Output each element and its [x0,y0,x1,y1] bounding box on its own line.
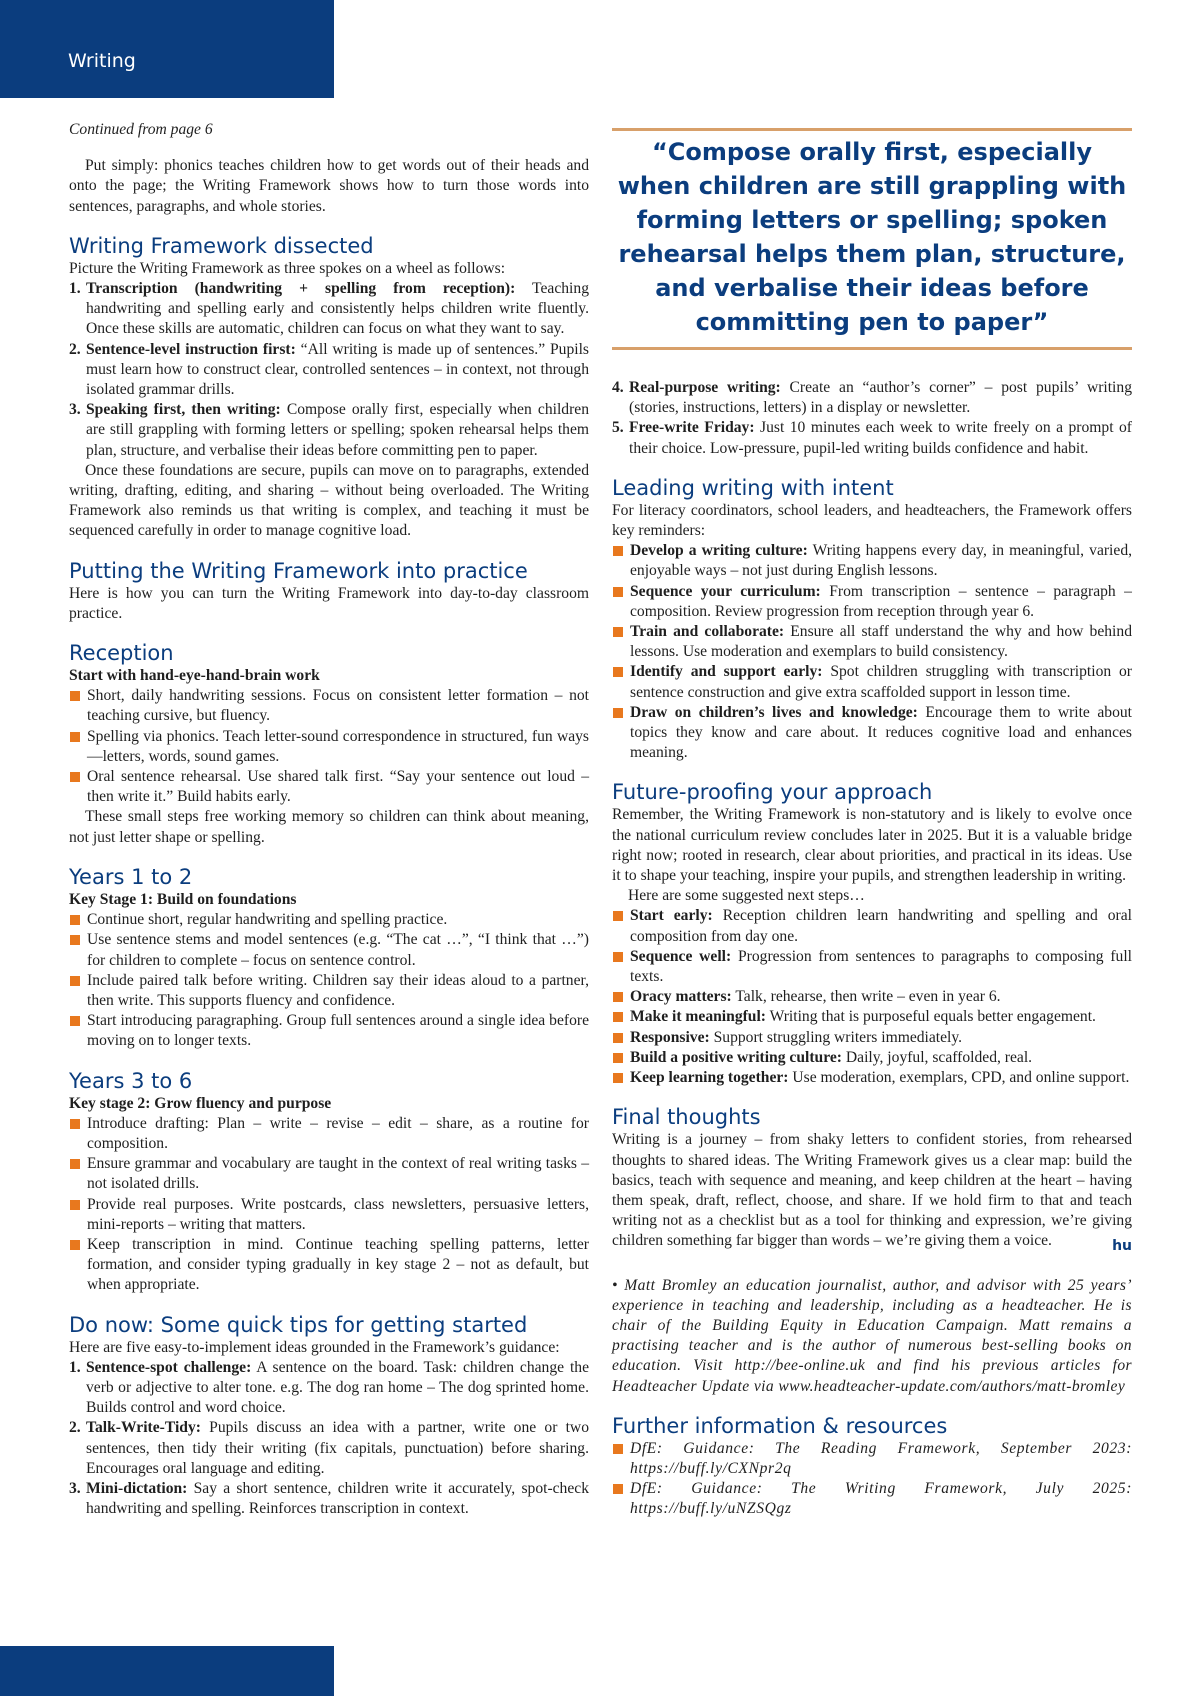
list-item: Keep transcription in mind. Continue teaching spelling patterns, letter formation, and consider typing gradually in key stage 2 – not as default, but when appropriate. [69,1235,589,1296]
resource-link[interactable]: DfE: Guidance: The Writing Framework, July 2025: https://buff.ly/uNZSQgz [612,1479,1132,1519]
item-number: 3. [69,1479,81,1497]
list-item: Provide real purposes. Write postcards, class newsletters, persuasive letters, mini-reports – writing that matters. [69,1195,589,1235]
list-item: Short, daily handwriting sessions. Focus on consistent letter formation – not teaching cursive, but fluency. [69,686,589,726]
dissected-list [69,279,589,461]
final-text: Writing is a journey – from shaky letters to confident stories, from rehearsed thoughts to shared ideas. The Writing Framework gives us a clear map: build the basics, teach with sequence and meaning, and keep children at the heart – having them speak, draft, reflect, choose, and share. If we hold firm to that and teach writing not as a checklist but as a tool for thinking and expression, we’re giving children something far bigger than words – we’re giving them a voice. [612,1131,1132,1250]
donow-lead: Here are five easy-to-implement ideas grounded in the Framework’s guidance: [69,1338,560,1356]
list-item [69,1479,589,1519]
reception-after: These small steps free working memory so children can think about meaning, not just letter shape or spelling. [69,808,589,846]
item-text: A sentence on the board. Task: children change the verb or adjective to alter tone. e.g. The dog ran home – The dog sprinted home. Builds control and word choice. [86,1358,590,1417]
heading-dissected: Writing Framework dissected [69,233,374,258]
list-item [612,378,1132,418]
resource-link[interactable]: DfE: Guidance: The Reading Framework, September 2023: https://buff.ly/CXNpr2q [612,1439,1132,1479]
continued-note: Continued from page 6 [69,121,213,138]
future-text: Remember, the Writing Framework is non-statutory and is likely to evolve once the national curriculum review concludes later in 2025. But it is a valuable bridge right now; rooted in research, clear about priorities, and practical in its ideas. Use it to shape your teaching, inspire your pupils, and strengthen leadership in writing. [612,806,1132,885]
item-text: Talk, rehearse, then write – even in year 6. [731,988,1001,1006]
list-item: Oral sentence rehearsal. Use shared talk first. “Say your sentence out loud – then write it.” Build habits early. [69,767,589,807]
item-number: 3. [69,401,81,419]
list-item [612,947,1132,987]
item-title: Free-write Friday: [629,419,755,437]
years36-list [69,1114,589,1296]
heading-practice: Putting the Writing Framework into practice [69,558,528,583]
list-item [612,662,1132,702]
author-bio: • Matt Bromley an education journalist, author, and advisor with 25 years’ experience in teaching and leadership, including as a headteacher. He is chair of the Building Equity in Education Campaign. Matt remains a practising teacher and is the author of numerous best-selling books on education. Visit http://bee-online.uk and find his previous articles for Headteacher Update via www.headteacher-update.com/authors/matt-bromley [612,1276,1132,1395]
item-text: Daily, joyful, scaffolded, real. [841,1048,1033,1066]
list-item: Spelling via phonics. Teach letter-sound correspondence in structured, fun ways—letters, words, sound games. [69,727,589,767]
right-column [612,128,1132,1520]
leading-lead: For literacy coordinators, school leaders, and headteachers, the Framework offers key reminders: [612,501,1132,540]
signoff-logo: hu [1112,1237,1132,1254]
item-number: 4. [612,379,624,396]
list-item [69,400,589,461]
list-item [612,987,1132,1007]
list-item [69,1418,589,1479]
item-title: Build a positive writing culture: [630,1048,842,1066]
item-number: 2. [69,1419,81,1437]
item-text: Just 10 minutes each week to write freely on a prompt of their choice. Low-pressure, pupil-led writing builds confidence and habit. [629,419,1132,457]
reception-list [69,686,589,807]
item-title: Transcription (handwriting + spelling from reception): [86,280,516,298]
item-title: Identify and support early: [630,663,823,681]
dissected-lead: Picture the Writing Framework as three spokes on a wheel as follows: [69,259,506,277]
years12-list [69,910,589,1051]
list-item [612,703,1132,764]
item-title: Sentence-spot challenge: [86,1358,252,1376]
item-text: Support struggling writers immediately. [709,1028,963,1046]
item-text: Progression from sentences to paragraphs to composing full texts. [630,947,1132,986]
resources-list [612,1439,1132,1520]
list-item [612,1007,1132,1027]
item-text: Create an “author’s corner” – post pupils’ writing (stories, instructions, letters) in a display or newsletter. [629,379,1132,417]
item-text: Ensure all staff understand the why and how behind lessons. Use moderation and exemplars to build consistency. [630,623,1132,661]
footer-bar [0,1646,334,1696]
item-title: Sequence well: [630,947,732,965]
list-item [612,1068,1132,1088]
item-number: 1. [69,280,81,298]
item-title: Talk-Write-Tidy: [86,1419,201,1437]
list-item [69,1358,589,1419]
future-next: Here are some suggested next steps… [628,887,865,905]
item-text: Use moderation, exemplars, CPD, and online support. [788,1069,1130,1087]
item-text: Writing that is purposeful equals better engagement. [766,1008,1096,1026]
item-title: Make it meaningful: [630,1008,767,1026]
item-title: Oracy matters: [630,988,732,1006]
list-item [612,1048,1132,1068]
list-item: Continue short, regular handwriting and spelling practice. [69,910,589,930]
list-item: Introduce drafting: Plan – write – revise – edit – share, as a routine for composition. [69,1114,589,1154]
item-text: Compose orally first, especially when children are still grappling with forming letters or spelling; spoken rehearsal helps them plan, structure, and verbalise their ideas before committing pen to paper. [86,401,589,459]
item-number: 5. [612,419,624,437]
heading-donow: Do now: Some quick tips for getting started [69,1312,528,1337]
item-title: Sequence your curriculum: [630,582,821,600]
heading-years12: Years 1 to 2 [69,864,193,889]
heading-resources: Further information & resources [612,1413,948,1438]
list-item: Include paired talk before writing. Children say their ideas aloud to a partner, then write. This supports fluency and confidence. [69,971,589,1011]
heading-future: Future-proofing your approach [612,780,933,805]
list-item [69,340,589,401]
years36-sub: Key stage 2: Grow fluency and purpose [69,1094,332,1112]
section-tab [0,0,334,98]
item-text: Teaching handwriting and spelling early and consistently helps children write fluently. Once these skills are automatic, children can focus on what they want to say. [86,280,589,338]
page-number: 8 [74,1634,82,1648]
item-title: Speaking first, then writing: [86,401,281,419]
list-item: Ensure grammar and vocabulary are taught in the context of real writing tasks – not isolated drills. [69,1154,589,1194]
item-title: Keep learning together: [630,1069,789,1087]
item-title: Develop a writing culture: [630,542,808,560]
donow-list [69,1358,589,1520]
item-title: Sentence-level instruction first: [86,340,296,358]
item-text: Encourage them to write about topics they know and care about. It reduces cognitive load and enhances meaning. [630,703,1132,762]
list-item [612,1028,1132,1048]
item-number: 1. [69,1358,81,1376]
reception-sub: Start with hand-eye-hand-brain work [69,667,320,685]
heading-final: Final thoughts [612,1105,761,1130]
dissected-after: Once these foundations are secure, pupils can move on to paragraphs, extended writing, drafting, editing, and sharing – without being overloaded. The Writing Framework also reminds us that writing is complex, and teaching it must be sequenced carefully in order to manage cognitive load. [69,461,589,540]
pull-quote: “Compose orally first, especially when children are still grappling with forming letters or spelling; spoken rehearsal helps them plan, structure, and verbalise their ideas before committing pen to paper” [612,128,1132,350]
item-text: “All writing is made up of sentences.” Pupils must learn how to construct clear, controlled sentences – in context, not through isolated grammar drills. [86,340,589,399]
item-title: Train and collaborate: [630,623,785,641]
item-title: Mini-dictation: [86,1479,188,1497]
item-text: Spot children struggling with transcription or sentence construction and give extra scaffolded support in lesson time. [630,663,1132,701]
item-title: Draw on children’s lives and knowledge: [630,703,918,721]
intro-paragraph: Put simply: phonics teaches children how to get words out of their heads and onto the page; the Writing Framework shows how to turn those words into sentences, paragraphs, and whole stories. [69,157,589,215]
heading-reception: Reception [69,641,174,666]
list-item [612,541,1132,581]
item-text: Pupils discuss an idea with a partner, write one or two sentences, then tidy their writing (fix capitals, punctuation) before sharing. Encourages oral language and editing. [86,1419,589,1477]
leading-list [612,541,1132,763]
heading-leading: Leading writing with intent [612,475,894,500]
donow-list-continued [612,378,1132,459]
list-item [612,622,1132,662]
list-item [612,582,1132,622]
item-text: Writing happens every day, in meaningful, varied, enjoyable ways – not just during English lessons. [630,542,1133,580]
list-item: Start introducing paragraphing. Group full sentences around a single idea before moving on to longer texts. [69,1011,589,1051]
practice-text: Here is how you can turn the Writing Framework into day-to-day classroom practice. [69,584,589,622]
left-column [69,120,589,1519]
item-title: Start early: [630,907,713,925]
future-list [612,906,1132,1088]
list-item [612,418,1132,458]
item-text: Say a short sentence, children write it accurately, spot-check handwriting and spelling. Reinforces transcription in context. [86,1479,589,1518]
item-number: 2. [69,340,81,358]
item-title: Responsive: [630,1028,710,1046]
item-title: Real-purpose writing: [629,379,781,396]
section-label: Writing [68,50,136,72]
list-item [612,906,1132,946]
list-item [69,279,589,340]
item-text: Reception children learn handwriting and spelling and oral composition from day one. [630,907,1133,945]
list-item: Use sentence stems and model sentences (e.g. “The cat …”, “I think that …”) for children to complete – focus on sentence control. [69,930,589,970]
heading-years36: Years 3 to 6 [69,1068,193,1093]
item-text: From transcription – sentence – paragraph – composition. Review progression from reception through year 6. [630,582,1132,620]
years12-sub: Key Stage 1: Build on foundations [69,890,297,908]
